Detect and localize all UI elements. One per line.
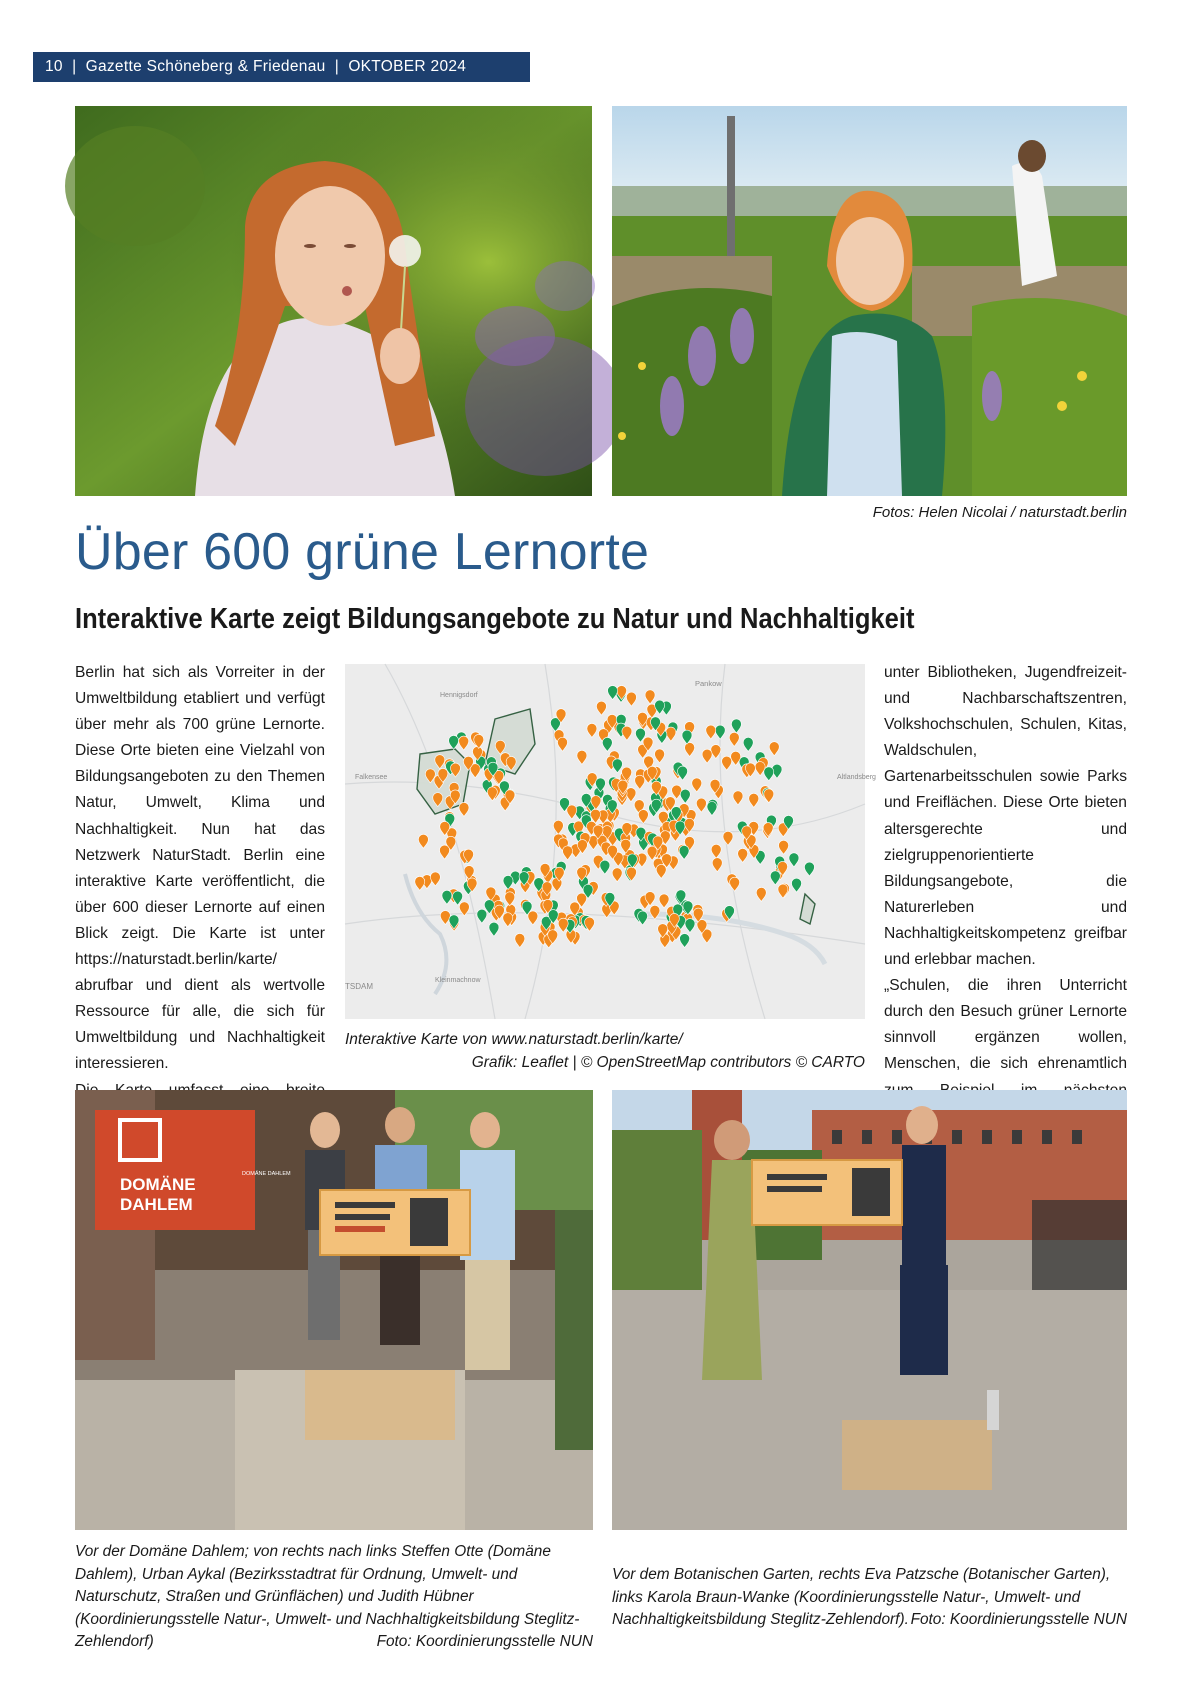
article-title: Über 600 grüne Lernorte [75, 523, 650, 581]
header-separator: | [72, 58, 77, 75]
page-number: 10 [45, 58, 63, 75]
photo-woman-garden [612, 106, 1127, 496]
interactive-map-graphic [345, 664, 876, 1019]
map-label-altlandsberg: Altlandsberg [837, 774, 876, 781]
sign-text-dahlem: DAHLEM [120, 1195, 193, 1214]
caption-bottom-right [612, 1564, 1127, 1632]
map-label-falkensee: Falkensee [355, 774, 388, 781]
photo-domaene-dahlem [75, 1090, 593, 1530]
sign-side-text: DOMÄNE DAHLEM [242, 1171, 291, 1177]
article-column-left [75, 660, 325, 1130]
sign-text-domaene: DOMÄNE [120, 1175, 196, 1194]
page-header [33, 52, 530, 82]
map-caption-line1: Interaktive Karte von www.naturstadt.berlin/karte/ [345, 1031, 683, 1048]
map-label-pankow: Pankow [695, 679, 722, 688]
caption-text: Vor dem Botanischen Garten, rechts Eva Patzsche (Botanischer Garten), links Karola Braun-Wanke (Koordinierungsstelle Natur-, Umwelt- und Nachhaltigkeitsbildung Steglitz-Zehlendorf). [612, 1566, 1111, 1629]
photo-botanischer-garten [612, 1090, 1127, 1530]
map-label-potsdam: TSDAM [345, 982, 373, 991]
photo-credit: Foto: Koordinierungsstelle NUN [910, 1611, 1127, 1629]
map-caption-line2: Grafik: Leaflet | © OpenStreetMap contributors © CARTO [471, 1054, 865, 1071]
issue-date: OKTOBER 2024 [348, 58, 467, 75]
top-photos-credit: Fotos: Helen Nicolai / naturstadt.berlin [872, 504, 1127, 521]
photo-girl-dandelion [75, 106, 592, 496]
article-subtitle: Interaktive Karte zeigt Bildungsangebote zu Natur und Nachhaltigkeit [75, 603, 915, 635]
article-paragraph: unter Bibliotheken, Jugendfreizeit- und Nachbarschaftszentren, Volkshochschulen, Schulen, Kitas, Waldschulen, Gartenarbeitsschulen sowie Parks und Freiflächen. Diese Orte bieten altersgerechte und zielgruppenorientierte Bildungsangebote, die Naturerleben und Nachhaltigkeitskompetenz greifbar und erlebbar machen. [884, 664, 1127, 969]
article-paragraph: „Schulen, die ihren Unterricht durch den Besuch grüner Lernorte sinnvoll ergänzen wollen, Menschen, die sich ehrenamtlich [884, 977, 1127, 1073]
map-label-kleinmachnow: Kleinmachnow [435, 977, 481, 984]
caption-bottom-left [75, 1541, 593, 1654]
header-separator-2: | [334, 58, 340, 75]
map-caption [345, 1028, 865, 1074]
photo-credit: Foto: Koordinierungsstelle NUN [376, 1633, 593, 1651]
caption-text: Vor der Domäne Dahlem; von rechts nach links Steffen Otte (Domäne Dahlem), Urban Aykal (Bezirksstadtrat für Ordnung, Umwelt- und Naturschutz, Straßen und Grünflächen) und Judith Hübner (Koordinierungsstelle Natur-, Umwelt- und Nachhaltigkeitsbildung Steglitz-Zehlendorf) [75, 1543, 580, 1651]
publication-name: Gazette Schöneberg & Friedenau [85, 58, 326, 75]
article-paragraph: Berlin hat sich als Vorreiter in der Umweltbildung etabliert und verfügt über mehr als 700 grüne Lernorte. Diese Orte bieten eine Vielzahl von Bildungsangeboten zu den Themen Natur, Umwelt, Klima und Nachhaltigkeit. Nun hat das Netzwerk NaturStadt. Berlin eine interaktive Karte veröffentlicht, die über 600 dieser Lernorte auf einen Blick zeigt. Die Karte ist unter https://naturstadt.berlin/karte/ abrufbar und dient als wertvolle Ressource für alle, die sich für Umweltbildung und Nachhaltigkeit interessieren. [75, 664, 325, 1073]
map-label-hennigsdorf: Hennigsdorf [440, 692, 478, 699]
